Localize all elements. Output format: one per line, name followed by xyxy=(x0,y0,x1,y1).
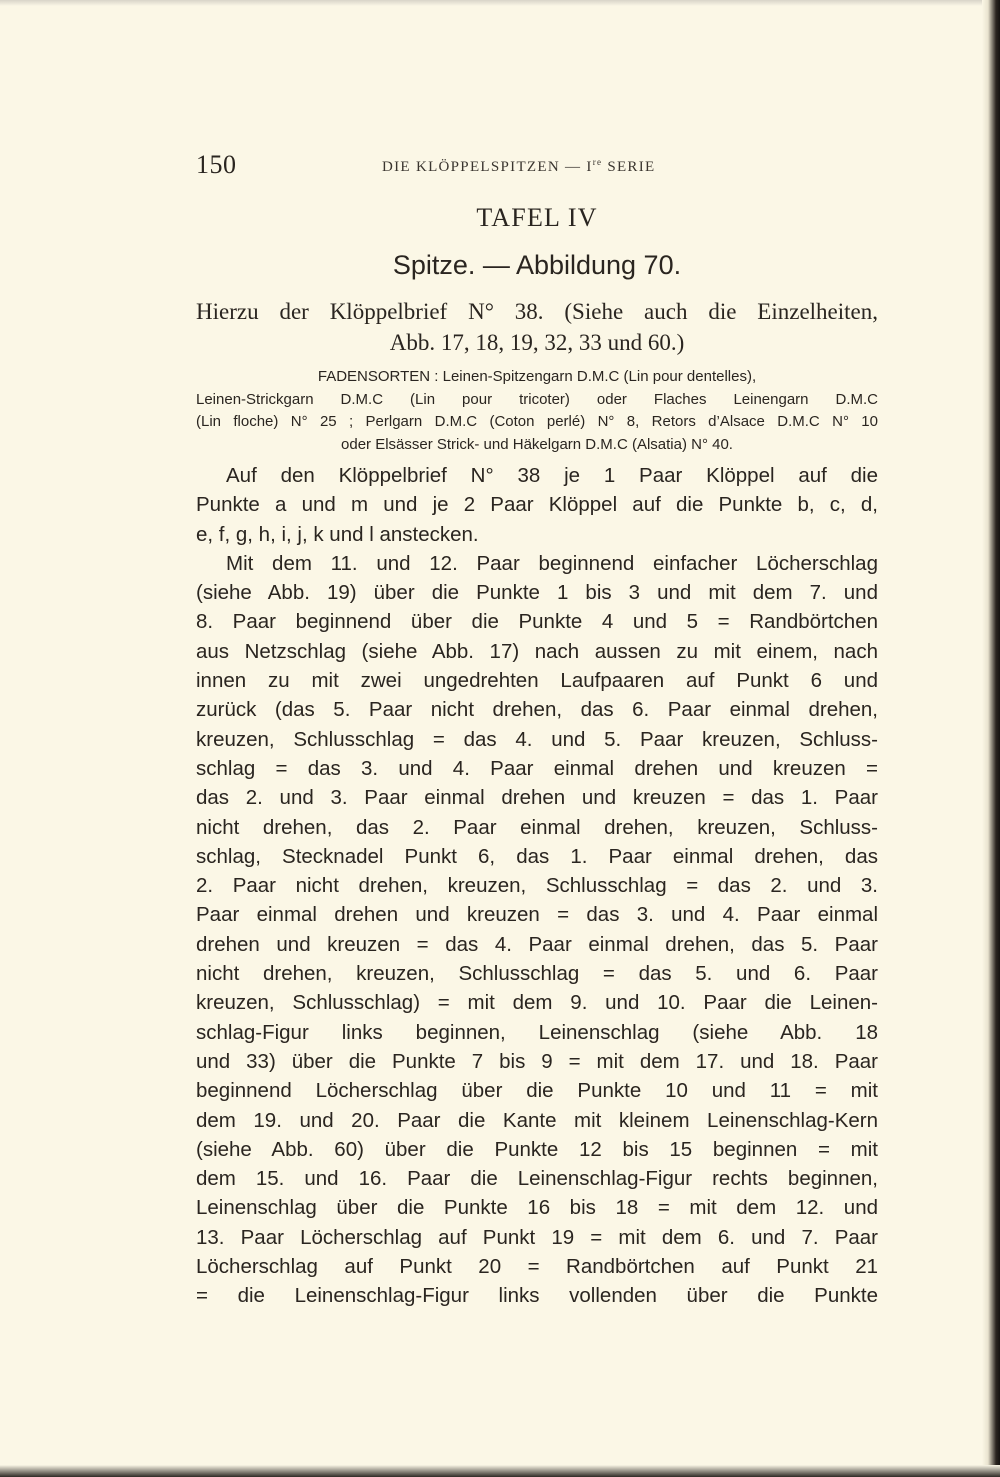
body-line: 8. Paar beginnend über die Punkte 4 und 5 = Randbörtchen xyxy=(196,610,878,634)
body-line: das 2. und 3. Paar einmal drehen und kreuzen = das 1. Paar xyxy=(196,786,878,810)
body-line: (siehe Abb. 19) über die Punkte 1 bis 3 und mit dem 7. und xyxy=(196,581,878,605)
figure-title: Spitze. — Abbildung 70. xyxy=(392,250,682,280)
body-line: nicht drehen, das 2. Paar einmal drehen, kreuzen, Schluss- xyxy=(196,815,878,839)
running-head xyxy=(196,150,878,180)
page-top-edge xyxy=(0,0,1000,6)
body-line: 2. Paar nicht drehen, kreuzen, Schlusschlag = das 2. und 3. xyxy=(196,874,878,898)
thread-types-line: oder Elsässer Strick- und Häkelgarn D.M.C (Alsatia) N° 40. xyxy=(341,435,733,453)
body-line: schlag, Stecknadel Punkt 6, das 1. Paar einmal drehen, das xyxy=(196,844,878,868)
body-line: 13. Paar Löcherschlag auf Punkt 19 = mit dem 6. und 7. Paar xyxy=(196,1225,878,1249)
body-line: dem 15. und 16. Paar die Leinenschlag-Figur rechts beginnen, xyxy=(196,1167,878,1191)
page-bottom-edge xyxy=(0,1465,1000,1477)
body-line: Auf den Klöppelbrief N° 38 je 1 Paar Klöppel auf die xyxy=(226,464,878,487)
plate-title: TAFEL IV xyxy=(476,203,598,232)
reference-line: Hierzu der Klöppelbrief N° 38. (Siehe auch die Einzelheiten, xyxy=(196,299,878,324)
header-title-superscript: re xyxy=(592,157,603,167)
header-title-end: SERIE xyxy=(602,159,656,175)
body-line: e, f, g, h, i, j, k und l anstecken. xyxy=(196,522,479,546)
body-line: schlag-Figur links beginnen, Leinenschlag (siehe Abb. 18 xyxy=(196,1020,878,1044)
header-title-text: DIE KLÖPPELSPITZEN — I xyxy=(382,159,593,175)
figure-reference xyxy=(196,296,878,358)
body-line: zurück (das 5. Paar nicht drehen, das 6. Paar einmal drehen, xyxy=(196,698,878,722)
body-line: Leinenschlag über die Punkte 16 bis 18 = mit dem 12. und xyxy=(196,1196,878,1220)
body-line: und 33) über die Punkte 7 bis 9 = mit dem 17. und 18. Paar xyxy=(196,1049,878,1073)
body-line: = die Leinenschlag-Figur links vollenden über die Punkte xyxy=(196,1284,878,1308)
body-line: Löcherschlag auf Punkt 20 = Randbörtchen auf Punkt 21 xyxy=(196,1255,878,1279)
body-line: Mit dem 11. und 12. Paar beginnend einfacher Löcherschlag xyxy=(226,551,878,575)
body-line: (siehe Abb. 60) über die Punkte 12 bis 15 beginnen = mit xyxy=(196,1137,878,1161)
body-line: Paar einmal drehen und kreuzen = das 3. und 4. Paar einmal xyxy=(196,903,878,927)
body-text xyxy=(196,461,878,1311)
body-line: beginnend Löcherschlag über die Punkte 10 und 11 = mit xyxy=(196,1079,878,1103)
thread-types-line: Leinen-Strickgarn D.M.C (Lin pour tricoter) oder Flaches Leinengarn D.M.C xyxy=(196,390,878,408)
body-line: drehen und kreuzen = das 4. Paar einmal drehen, das 5. Paar xyxy=(196,932,878,956)
body-line: nicht drehen, kreuzen, Schlusschlag = das 5. und 6. Paar xyxy=(196,962,878,986)
body-line: innen zu mit zwei ungedrehten Laufpaaren auf Punkt 6 und xyxy=(196,669,878,693)
reference-line: Abb. 17, 18, 19, 32, 33 und 60.) xyxy=(389,330,685,355)
body-line: Punkte a und m und je 2 Paar Klöppel auf die Punkte b, c, d, xyxy=(196,493,878,517)
thread-types-note xyxy=(196,366,878,456)
body-line: schlag = das 3. und 4. Paar einmal drehen und kreuzen = xyxy=(196,756,878,780)
thread-types-line: (Lin floche) N° 25 ; Perlgarn D.M.C (Coton perlé) N° 8, Retors d’Alsace D.M.C N° 10 xyxy=(196,413,878,430)
thread-types-line: FADENSORTEN : Leinen-Spitzengarn D.M.C (Lin pour dentelles), xyxy=(317,368,757,385)
body-line: kreuzen, Schlusschlag = das 4. und 5. Paar kreuzen, Schluss- xyxy=(196,727,878,751)
book-spine-shadow xyxy=(982,0,1000,1477)
page-number: 150 xyxy=(196,150,237,179)
header-title xyxy=(382,157,656,176)
body-line: dem 19. und 20. Paar die Kante mit kleinem Leinenschlag-Kern xyxy=(196,1108,878,1132)
body-line: aus Netzschlag (siehe Abb. 17) nach aussen zu mit einem, nach xyxy=(196,639,878,663)
body-line: kreuzen, Schlusschlag) = mit dem 9. und 10. Paar die Leinen- xyxy=(196,991,878,1015)
